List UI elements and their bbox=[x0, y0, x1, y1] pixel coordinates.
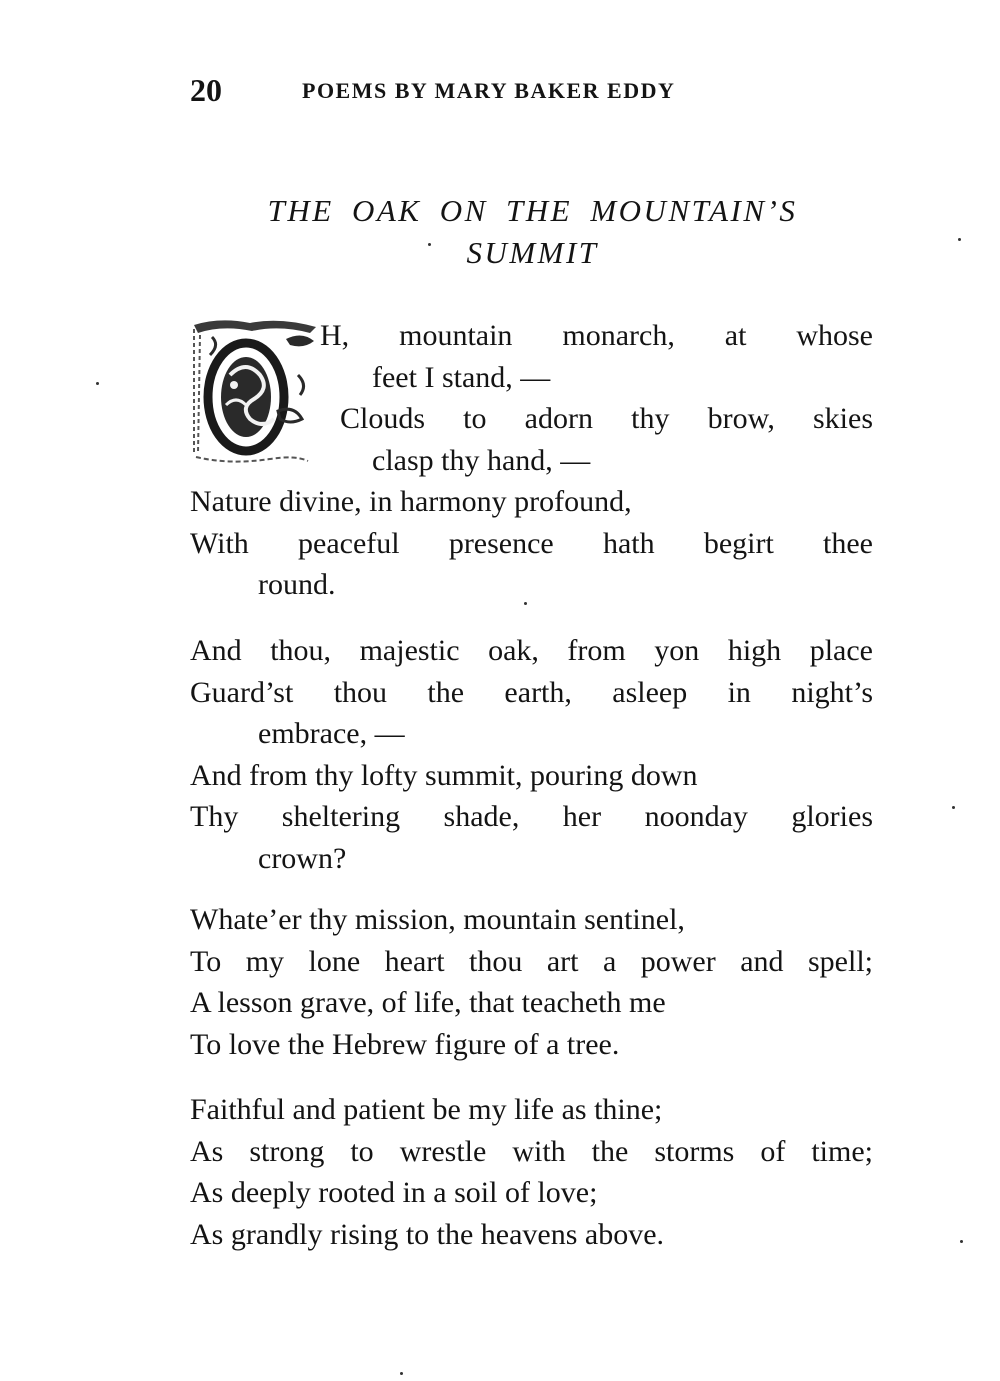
drop-cap-lines bbox=[320, 315, 873, 481]
poem-line: Whate’er thy mission, mountain sentinel, bbox=[190, 903, 685, 936]
scan-speck bbox=[958, 238, 961, 241]
ornamental-initial-icon bbox=[190, 315, 320, 465]
page-number: 20 bbox=[190, 72, 222, 108]
scan-speck bbox=[524, 602, 527, 605]
poem-line: clasp thy hand, — bbox=[372, 443, 591, 477]
poem-line: As grandly rising to the heavens above. bbox=[190, 1217, 665, 1251]
poem-title bbox=[190, 190, 875, 274]
poem-line: embrace, — bbox=[258, 717, 405, 750]
poem-line: crown? bbox=[258, 841, 347, 875]
poem-line: Faithful and patient be my life as thine; bbox=[190, 1093, 663, 1126]
poem-title-line-2: SUMMIT bbox=[466, 235, 599, 270]
scan-speck bbox=[960, 1240, 963, 1243]
stanza-3 bbox=[190, 899, 873, 1065]
poem-line: As deeply rooted in a soil of love; bbox=[190, 1176, 598, 1209]
poem-line: With peaceful presence hath begirt thee bbox=[190, 526, 873, 560]
scan-speck bbox=[400, 1372, 403, 1375]
poem-line: And thou, majestic oak, from yon high place bbox=[190, 634, 873, 667]
drop-cap bbox=[190, 315, 320, 465]
poem-line: And from thy lofty summit, pouring down bbox=[190, 758, 698, 792]
poem-line: Thy sheltering shade, her noonday glories bbox=[190, 800, 873, 833]
page-header bbox=[190, 72, 890, 112]
poem-line: To love the Hebrew figure of a tree. bbox=[190, 1027, 620, 1061]
scan-speck bbox=[96, 382, 99, 385]
poem-line: Clouds to adorn thy brow, skies bbox=[340, 402, 873, 435]
stanza-4 bbox=[190, 1089, 873, 1255]
scan-speck bbox=[428, 243, 431, 246]
poem-line: H, mountain monarch, at whose bbox=[320, 319, 873, 352]
scan-speck bbox=[952, 806, 955, 809]
poem-line: As strong to wrestle with the storms of time; bbox=[190, 1134, 873, 1168]
poem-line: round. bbox=[258, 568, 336, 601]
poem-line: To my lone heart thou art a power and spell; bbox=[190, 944, 873, 978]
poem-line: Nature divine, in harmony profound, bbox=[190, 485, 632, 518]
poem-line: feet I stand, — bbox=[372, 360, 551, 394]
poem-line: Guard’st thou the earth, asleep in night’s bbox=[190, 675, 873, 709]
poem-title-line-1: THE OAK ON THE MOUNTAIN’S bbox=[267, 193, 798, 228]
stanza-2 bbox=[190, 630, 873, 879]
poem-line: A lesson grave, of life, that teacheth me bbox=[190, 986, 666, 1019]
running-title: POEMS BY MARY BAKER EDDY bbox=[302, 78, 676, 103]
